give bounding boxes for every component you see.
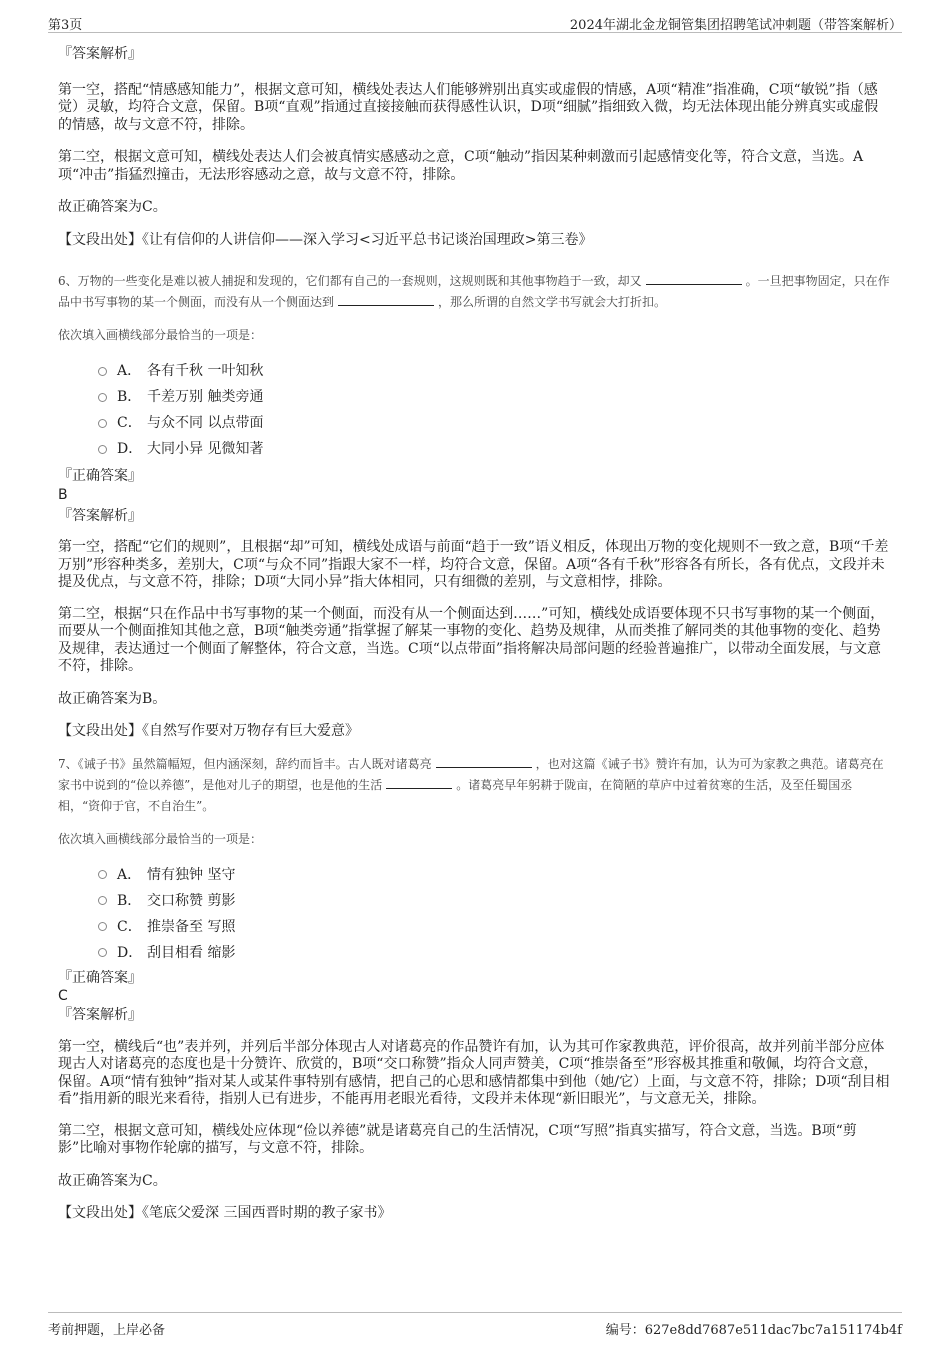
main-content xyxy=(58,44,890,1223)
q6-conclusion: 故正确答案为B。 xyxy=(58,690,167,707)
q6-option-a[interactable]: A． 各有千秋 一叶知秋 xyxy=(98,358,890,384)
q7-stem: 7、《诫子书》虽然篇幅短，但内涵深刻，辞约而旨丰。古人既对诸葛亮 ，也对这篇《诫子书》赞许有加，认为可为家教之典范。诸葛亮在家书中说到的“俭以养德”，是他对儿子的期望，也是他的生活 。诸葛亮早年躬耕于陇亩，在简陋的草庐中过着贫寒的生活，及至任蜀国丞相，“资仰于官，不自治生”。 xyxy=(58,756,884,813)
radio-icon[interactable] xyxy=(98,367,107,376)
q7-option-a[interactable]: A． 情有独钟 坚守 xyxy=(98,862,890,888)
q7-blank-1 xyxy=(436,755,532,768)
q7-source: 【文段出处】《笔底父爱深 三国西晋时期的教子家书》 xyxy=(58,1205,392,1221)
q7-option-c[interactable]: C． 推崇备至 写照 xyxy=(98,914,890,940)
radio-icon[interactable] xyxy=(98,870,107,879)
q7-correct-label: 『正确答案』 xyxy=(58,969,142,986)
radio-icon[interactable] xyxy=(98,419,107,428)
q7-blank-2 xyxy=(386,776,452,789)
radio-icon[interactable] xyxy=(98,922,107,931)
page-number: 第3页 xyxy=(48,18,83,33)
q6-source: 【文段出处】《自然写作要对万物存有巨大爱意》 xyxy=(58,723,359,739)
q7-conclusion: 故正确答案为C。 xyxy=(58,1172,167,1189)
radio-icon[interactable] xyxy=(98,948,107,957)
q6-correct-label: 『正确答案』 xyxy=(58,468,142,484)
radio-icon[interactable] xyxy=(98,393,107,402)
q6-blank-1 xyxy=(646,272,742,285)
q7-correct-answer: C xyxy=(58,988,68,1004)
q6-analysis-p2: 第二空，根据“只在作品中书写事物的某一个侧面，而没有从一个侧面达到……”可知，横线处成语要体现不只书写事物的某一个侧面，而要从一个侧面推知其他之意，B项“触类旁通”指掌握了解某一事物的变化、趋势及规律，从而类推了解同类的其他事物的变化、趋势及规律，表达通过一个侧面了解整体，符合文意，当选。C项“以点带面”指将解决局部问题的经验普遍推广，以带动全面发展，与文意不符，排除。 xyxy=(58,605,885,674)
q6-options xyxy=(98,358,890,462)
radio-icon[interactable] xyxy=(98,445,107,454)
q6-correct-answer: B xyxy=(58,486,68,503)
document-title: 2024年湖北金龙铜管集团招聘笔试冲刺题（带答案解析） xyxy=(569,18,902,33)
q6-analysis-label: 『答案解析』 xyxy=(58,507,142,524)
q7-analysis-p2: 第二空，根据文意可知，横线处应体现“俭以养德”就是诸葛亮自己的生活情况，C项“写照”指真实描写，符合文意，当选。B项“剪影”比喻对事物作轮廓的描写，与文意不符，排除。 xyxy=(58,1122,857,1156)
q5-analysis-label: 『答案解析』 xyxy=(58,46,142,62)
q6-analysis-p1: 第一空，搭配“它们的规则”，且根据“却”可知，横线处成语与前面“趋于一致”语义相反，体现出万物的变化规则不一致之意，B项“千差万别”形容种类多，差别大，C项“与众不同”指跟大家不一样，均符合文意，保留。A项“各有千秋”形容各有所长，各有优点，文段并未提及优点，与文意不符，排除；D项“大同小异”指大体相同，只有细微的差别，与文意相悖，排除。 xyxy=(58,539,889,590)
q7-analysis-p1: 第一空，横线后“也”表并列，并列后半部分体现古人对诸葛亮的作品赞许有加，认为其可作家教典范，评价很高，故并列前半部分应体现古人对诸葛亮的态度也是十分赞许、欣赏的，B项“交口称赞”指众人同声赞美，C项“推崇备至”形容极其推重和敬佩，均符合文意，保留。A项“情有独钟”指对某人或某件事特别有感情，把自己的心思和感情都集中到他（她/它）上面，与文意不符，排除；D项“刮目相看”指用新的眼光来看待，指别人已有进步，不能再用老眼光看待，文段并未体现“新旧眼光”，与文意无关，排除。 xyxy=(58,1038,890,1107)
q6-option-c[interactable]: C． 与众不同 以点带面 xyxy=(98,410,890,436)
q7-option-b[interactable]: B． 交口称赞 剪影 xyxy=(98,888,890,914)
radio-icon[interactable] xyxy=(98,896,107,905)
q7-option-d[interactable]: D． 刮目相看 缩影 xyxy=(98,940,890,966)
q7-analysis-label: 『答案解析』 xyxy=(58,1007,142,1023)
q6-option-d[interactable]: D． 大同小异 见微知著 xyxy=(98,436,890,462)
footer-slogan: 考前押题，上岸必备 xyxy=(48,1323,166,1338)
q6-option-b[interactable]: B． 千差万别 触类旁通 xyxy=(98,384,890,410)
q6-stem: 6、万物的一些变化是难以被人捕捉和发现的，它们都有自己的一套规则，这规则既和其他事物趋于一致，却又 。一旦把事物固定，只在作品中书写事物的某一个侧面，而没有从一个侧面达到 ，那么所谓的自然文学书写就会大打折扣。 xyxy=(58,274,890,309)
q5-analysis-p1: 第一空，搭配“情感感知能力”，根据文意可知，横线处表达人们能够辨别出真实或虚假的情感，A项“精准”指准确，C项“敏锐”指（感觉）灵敏，均符合文意，保留。B项“直观”指通过直接接触而获得感性认识，D项“细腻”指细致入微，均无法体现出能分辨真实或虚假的情感，故与文意不符，排除。 xyxy=(58,81,879,133)
q6-prompt: 依次填入画横线部分最恰当的一项是： xyxy=(58,328,263,342)
q6-blank-2 xyxy=(338,293,434,306)
q7-prompt: 依次填入画横线部分最恰当的一项是： xyxy=(58,831,263,846)
page-footer xyxy=(48,1312,902,1337)
q5-source: 【文段出处】《让有信仰的人讲信仰——深入学习<习近平总书记谈治国理政>第三卷》 xyxy=(58,231,593,248)
q7-options xyxy=(98,862,890,966)
q5-conclusion: 故正确答案为C。 xyxy=(58,199,167,215)
document-id: 编号：627e8dd7687e511dac7bc7a151174b4f xyxy=(605,1323,902,1338)
q5-analysis-p2: 第二空，根据文意可知，横线处表达人们会被真情实感感动之意，C项“触动”指因某种刺激而引起感情变化等，符合文意，当选。A项“冲击”指猛烈撞击，无法形容感动之意，故与文意不符，排除。 xyxy=(58,149,864,183)
page-header xyxy=(48,10,902,33)
